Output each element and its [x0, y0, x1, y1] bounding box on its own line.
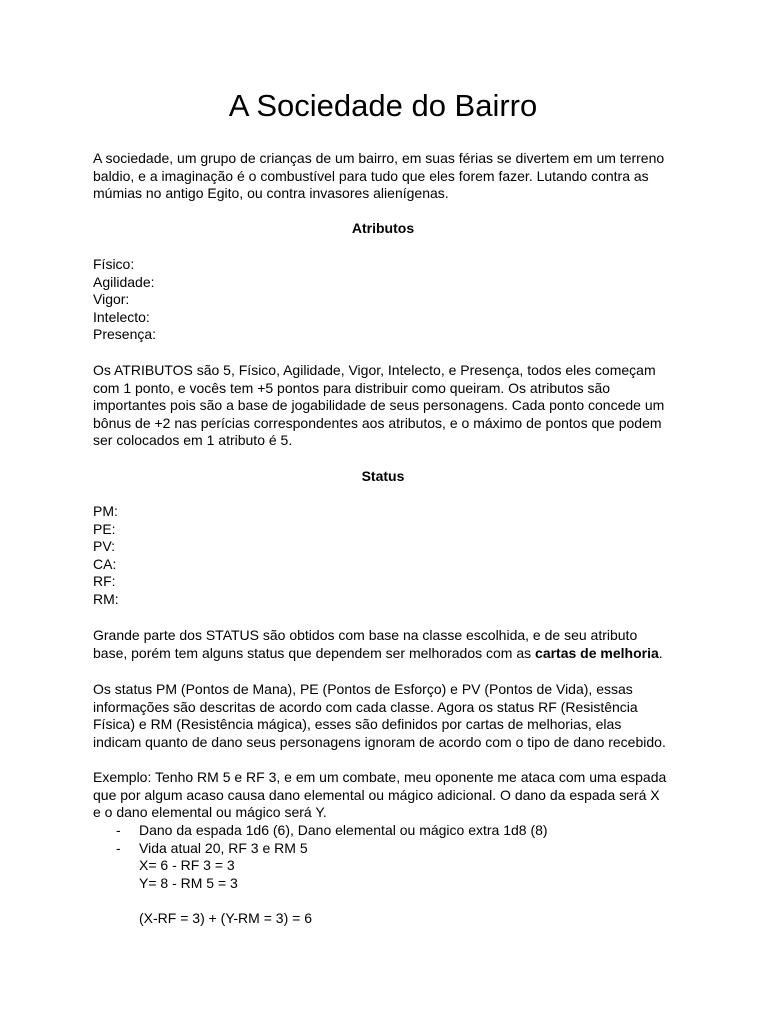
calc-line-y: Y= 8 - RM 5 = 3	[139, 874, 238, 891]
calc-total: (X-RF = 3) + (Y-RM = 3) = 6	[139, 909, 312, 926]
text-line: importantes pois são a base de jogabilidade de seus personagens. Cada ponto concede um	[93, 397, 665, 414]
text-line: bônus de +2 nas perícias correspondentes aos atributos, e o máximo de pontos que podem	[93, 414, 662, 431]
field-label-intelecto: Intelecto:	[93, 308, 150, 325]
example-list	[93, 822, 683, 928]
field-label-pv: PV:	[93, 538, 116, 555]
list-item	[93, 840, 683, 858]
list-bullet: -	[116, 822, 121, 838]
text-line: A sociedade, um grupo de crianças de um bairro, em suas férias se divertem em um terreno	[93, 150, 665, 166]
status-paragraph-2	[93, 681, 683, 751]
calc-line-x: X= 6 - RF 3 = 3	[139, 857, 235, 874]
text-line: baldio, e a imaginação é o combustível para tudo que eles forem fazer. Lutando contra as	[93, 167, 649, 184]
field-label-fisico: Físico:	[93, 256, 135, 272]
text-run: .	[658, 644, 663, 661]
blank-line	[93, 892, 683, 910]
section-heading-status: Status	[361, 468, 405, 484]
page-title: A Sociedade do Bairro	[228, 88, 538, 123]
text-line: ser colocados em 1 atributo é 5.	[93, 432, 293, 449]
list-item-text: Vida atual 20, RF 3 e RM 5	[139, 839, 308, 856]
text-line: informações são descritas de acordo com cada classe. Agora os status RF (Resistência	[93, 698, 638, 715]
text-line: Exemplo: Tenho RM 5 e RF 3, e em um combate, meu oponente me ataca com uma espada	[93, 769, 667, 785]
field-label-pm: PM:	[93, 503, 118, 519]
text-line: múmias no antigo Egito, ou contra invasores alienígenas.	[93, 185, 449, 202]
field-label-rm: RM:	[93, 590, 119, 607]
field-label-rf: RF:	[93, 573, 116, 590]
text-line: Os status PM (Pontos de Mana), PE (Pontos de Esforço) e PV (Pontos de Vida), essas	[93, 681, 633, 697]
text-run: base, porém tem alguns status que dependem ser melhorados com as	[93, 644, 536, 661]
section-heading-atributos: Atributos	[351, 220, 415, 236]
field-label-ca: CA:	[93, 555, 117, 572]
example-paragraph	[93, 769, 683, 822]
list-item-text: Dano da espada 1d6 (6), Dano elemental ou mágico extra 1d8 (8)	[139, 822, 548, 838]
atributos-field-list	[93, 256, 683, 344]
field-label-agilidade: Agilidade:	[93, 273, 155, 290]
text-line: indicam quanto de dano seus personagens ignoram de acordo com o tipo de dano recebido.	[93, 733, 666, 750]
field-label-pe: PE:	[93, 520, 116, 537]
status-paragraph-1	[93, 627, 683, 662]
atributos-description	[93, 362, 683, 450]
text-line	[93, 645, 683, 663]
field-label-vigor: Vigor:	[93, 291, 130, 308]
text-line: Os ATRIBUTOS são 5, Físico, Agilidade, Vigor, Intelecto, e Presença, todos eles começam	[93, 362, 656, 378]
list-item	[93, 822, 683, 840]
text-line: com 1 ponto, e vocês tem +5 pontos para distribuir como queiram. Os atributos são	[93, 379, 611, 396]
field-label-presenca: Presença:	[93, 326, 157, 343]
bold-term-cartas-de-melhoria: cartas de melhoria	[535, 644, 659, 661]
text-line: Grande parte dos STATUS são obtidos com base na classe escolhida, e de seu atributo	[93, 627, 638, 643]
text-line: Física) e RM (Resistência mágica), esses são definidos por cartas de melhorias, elas	[93, 716, 622, 733]
status-field-list	[93, 503, 683, 609]
list-bullet: -	[116, 839, 121, 856]
text-line: e o dano elemental ou mágico será Y.	[93, 804, 327, 821]
intro-paragraph	[93, 150, 683, 203]
text-line: que por algum acaso causa dano elemental ou mágico adicional. O dano da espada será X	[93, 786, 660, 803]
